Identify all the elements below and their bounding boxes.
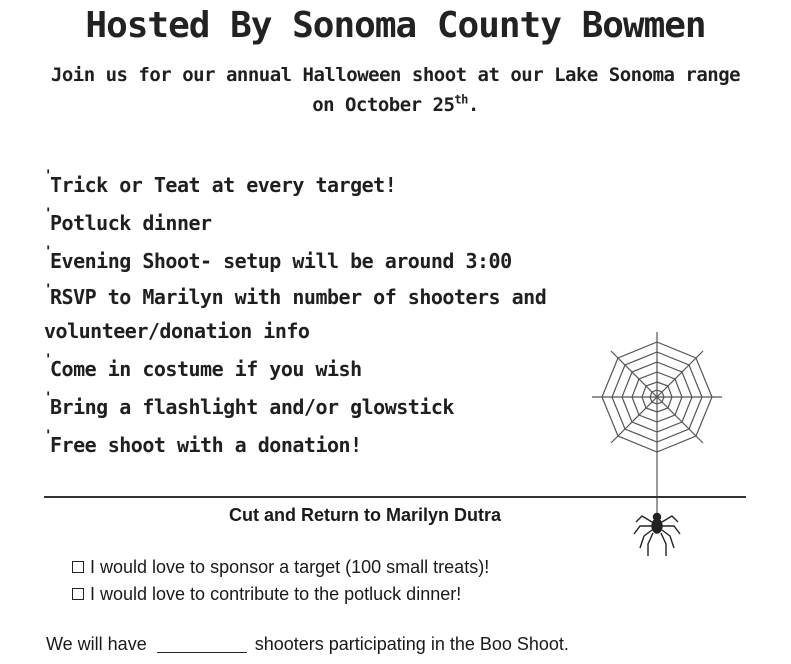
potluck-label: I would love to contribute to the potluck dinner! xyxy=(90,584,462,604)
list-item-text: RSVP to Marilyn with number of shooters and volunteer/donation info xyxy=(44,285,547,343)
subtitle-line-1: Join us for our annual Halloween shoot at our Lake Sonoma range xyxy=(50,64,741,86)
sponsor-target-label: I would love to sponsor a target (100 small treats)! xyxy=(90,557,490,577)
page-title: Hosted By Sonoma County Bowmen xyxy=(85,5,706,46)
shooter-count-suffix: shooters participating in the Boo Shoot. xyxy=(254,634,569,654)
list-item-text: Bring a flashlight and/or glowstick xyxy=(50,395,454,419)
list-item-text: Potluck dinner xyxy=(50,211,212,235)
subtitle-line-2 xyxy=(20,90,771,120)
list-item-text: Come in costume if you wish xyxy=(50,357,362,381)
list-item xyxy=(44,204,764,242)
list-item-text: Evening Shoot- setup will be around 3:00 xyxy=(50,249,512,273)
subtitle-period: . xyxy=(467,94,479,116)
bullet-mark: ' xyxy=(44,244,52,260)
potluck-checkbox[interactable] xyxy=(72,588,84,600)
bullet-mark: ' xyxy=(44,206,52,222)
cut-line-divider xyxy=(44,496,746,498)
shooter-count-prefix: We will have xyxy=(46,634,147,654)
bullet-mark: ' xyxy=(44,390,52,406)
shooter-count-line xyxy=(46,632,569,656)
list-item xyxy=(44,242,764,280)
list-item xyxy=(44,166,764,204)
potluck-option[interactable] xyxy=(72,582,461,606)
bullet-mark: ' xyxy=(44,352,52,368)
sponsor-target-option[interactable] xyxy=(72,555,489,579)
shooter-count-blank[interactable] xyxy=(157,652,247,653)
bullet-mark: ' xyxy=(44,282,52,298)
cut-return-heading: Cut and Return to Marilyn Dutra xyxy=(228,505,501,525)
bullet-mark: ' xyxy=(44,428,52,444)
event-subtitle xyxy=(20,60,771,120)
sponsor-target-checkbox[interactable] xyxy=(72,561,84,573)
list-item-text: Trick or Teat at every target! xyxy=(50,173,397,197)
list-item-text: Free shoot with a donation! xyxy=(50,433,362,457)
subtitle-date-suffix: th xyxy=(454,92,468,107)
subtitle-date: on October 25 xyxy=(312,94,455,116)
bullet-mark: ' xyxy=(44,168,52,184)
